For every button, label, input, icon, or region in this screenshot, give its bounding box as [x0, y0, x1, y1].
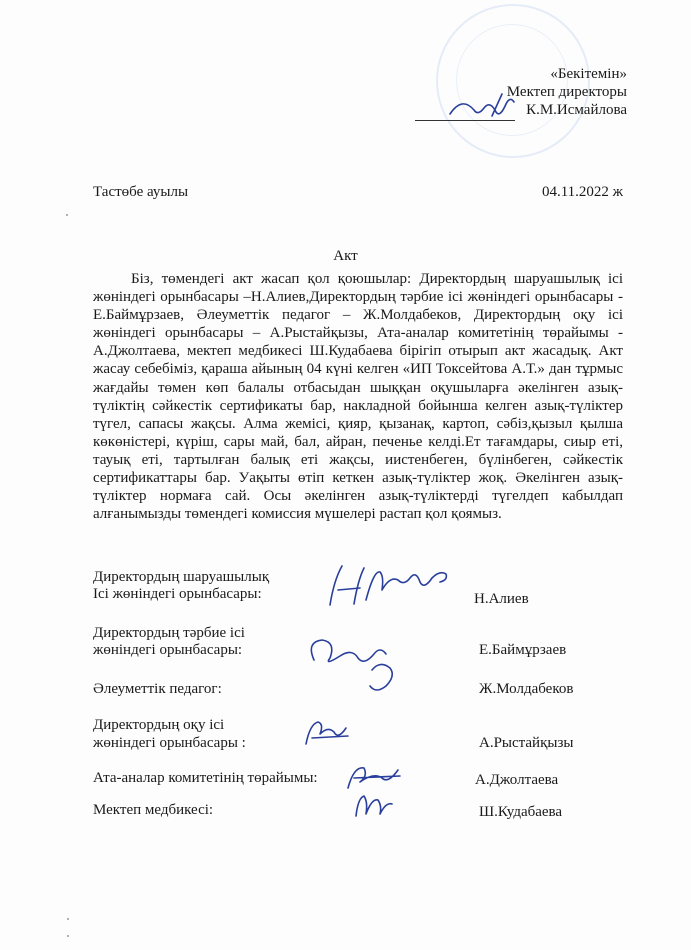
signatory-6-role: Мектеп медбикесі: — [93, 802, 214, 818]
scan-speck — [67, 935, 69, 937]
signatory-2-role-line1: Директордың тәрбие ісі — [93, 625, 245, 641]
signatory-3-name: Ж.Молдабеков — [479, 681, 574, 697]
place: Тастөбе ауылы — [93, 184, 189, 200]
signatory-1-name: Н.Алиев — [474, 591, 529, 607]
signatory-6-name: Ш.Кудабаева — [479, 804, 563, 820]
signatory-5-name: А.Джолтаева — [475, 772, 559, 788]
signatory-2-name: Е.Баймұрзаев — [479, 642, 567, 658]
scan-speck — [66, 214, 68, 216]
scan-speck — [67, 918, 69, 920]
approval-name: К.М.Исмайлова — [526, 102, 627, 118]
signatory-6-signature — [348, 788, 398, 823]
signatory-2-role-line2: жөніндегі орынбасары: — [93, 642, 243, 658]
act-body-text: Біз, төмендегі акт жасап қол қоюшылар: Директордың шаруашылық ісі жөніндегі орынбасары –Н.Алиев,Директордың тәрбие ісі жөніндегі орынбасары - Е.Баймұрзаев, Әлеуметтік педагог – Ж.Молдабеков, Директордың оқу ісі жөніндегі орынбасары – А.Рыстайқызы, Ата-аналар комитетінің төрайымы - А.Джолтаева, мектеп медбикесі Ш.Кудабаева бірігіп отырып акт жасадық. Акт жасау себебіміз, қараша айының 04 күні келген «ИП Токсейтова А.Т.» дан тұрмыс жағдайы төмен көп балалы отбасыдан шыққан оқушыларға әкелінген азық-түліктің сәйкестік сертификаты бар, накладной бойынша келген азық-түліктер түгел, сапасы жақсы. Алма жемісі, қияр, қызанақ, картоп, сәбіз,қызыл қылша көкөністері, күріш, сары май, бал, айран, печенье келді.Ет тағамдары, сиыр еті, тауық еті, тартылған балық еті жақсы, иистенбеген, бүлінбеген, сәйкестік сертификаттары бар. Уақыты өтіп кеткен азық-түліктер жоқ. Әкелінген азық-түліктер нормаға сай. Осы әкелінген азық-түліктерді түгелдеп кабылдап алғанымызды төмендегі комиссия мүшелері растап қол қоямыз. — [93, 271, 623, 523]
approval-label: «Бекітемін» — [550, 66, 627, 82]
director-signature — [440, 86, 520, 126]
signatory-1-role-line1: Директордың шаруашылық — [93, 569, 270, 585]
signatory-4-signature — [298, 714, 358, 754]
approval-position: Мектеп директоры — [506, 84, 627, 100]
signatory-1-signature — [320, 560, 470, 610]
signatory-4-role-line2: жөніндегі орынбасары : — [93, 735, 246, 751]
signatory-4-role-line1: Директордың оқу ісі — [93, 717, 225, 733]
signatory-2-signature — [300, 630, 420, 700]
date: 04.11.2022 ж — [541, 184, 623, 200]
signatory-1-role-line2: Ісі жөніндегі орынбасары: — [93, 586, 262, 602]
signatory-3-role: Әлеуметтік педагог: — [93, 681, 222, 697]
document-title: Акт — [333, 248, 358, 264]
signatory-5-role: Ата-аналар комитетінің төрайымы: — [93, 770, 318, 786]
signatory-4-name: А.Рыстайқызы — [479, 735, 574, 751]
